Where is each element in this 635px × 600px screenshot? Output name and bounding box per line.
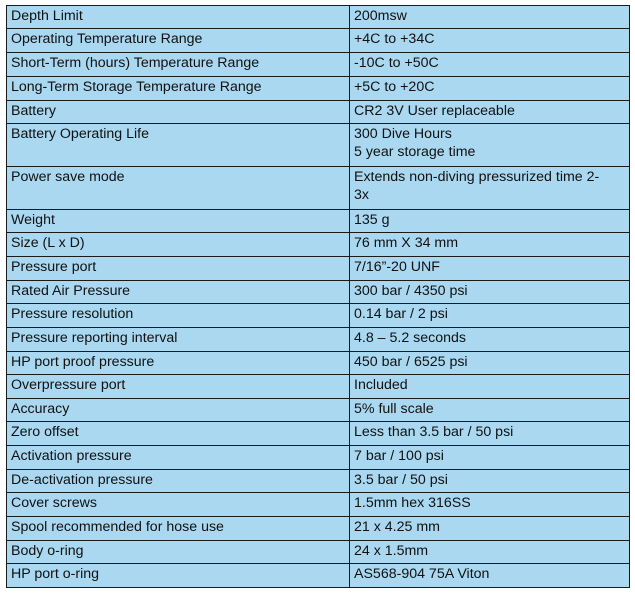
spec-row bbox=[7, 29, 630, 53]
spec-row bbox=[7, 564, 630, 588]
spec-value: Less than 3.5 bar / 50 psi bbox=[354, 424, 514, 440]
spec-value: 7 bar / 100 psi bbox=[354, 448, 444, 464]
spec-row bbox=[7, 493, 630, 517]
spec-value: 300 bar / 4350 psi bbox=[354, 283, 468, 299]
spec-value: 24 x 1.5mm bbox=[354, 543, 429, 559]
spec-value: 300 Dive Hours bbox=[354, 126, 452, 142]
spec-value: 5% full scale bbox=[354, 401, 434, 417]
spec-value-cell bbox=[350, 29, 630, 53]
spec-value-cell bbox=[350, 422, 630, 446]
spec-label: Short-Term (hours) Temperature Range bbox=[7, 53, 350, 77]
spec-value: -10C to +50C bbox=[354, 55, 439, 71]
spec-label: Accuracy bbox=[7, 399, 350, 422]
spec-label: Rated Air Pressure bbox=[7, 281, 350, 304]
spec-value: 3.5 bar / 50 psi bbox=[354, 472, 448, 488]
spec-value: 1.5mm hex 316SS bbox=[354, 495, 471, 511]
spec-value-cell bbox=[350, 77, 630, 101]
spec-row bbox=[7, 304, 630, 328]
spec-value: 135 g bbox=[354, 212, 390, 228]
spec-row bbox=[7, 124, 630, 167]
spec-row bbox=[7, 517, 630, 541]
spec-label: Cover screws bbox=[7, 493, 350, 517]
spec-label: Battery Operating Life bbox=[7, 124, 350, 167]
spec-label: De-activation pressure bbox=[7, 470, 350, 493]
spec-row bbox=[7, 281, 630, 304]
spec-row bbox=[7, 101, 630, 124]
spec-value: 4.8 – 5.2 seconds bbox=[354, 330, 467, 346]
spec-label: Weight bbox=[7, 210, 350, 233]
spec-value: 200msw bbox=[354, 8, 407, 24]
spec-table-container bbox=[6, 5, 629, 588]
spec-value-cell bbox=[350, 541, 630, 564]
spec-table-body bbox=[7, 6, 630, 588]
spec-value: 76 mm X 34 mm bbox=[354, 235, 459, 251]
spec-table bbox=[6, 5, 630, 588]
spec-label: Long-Term Storage Temperature Range bbox=[7, 77, 350, 101]
spec-label: Pressure resolution bbox=[7, 304, 350, 328]
spec-value: 7/16”-20 UNF bbox=[354, 259, 440, 275]
spec-label: Operating Temperature Range bbox=[7, 29, 350, 53]
spec-label: Zero offset bbox=[7, 422, 350, 446]
spec-row bbox=[7, 399, 630, 422]
spec-value-cell bbox=[350, 375, 630, 399]
spec-row bbox=[7, 352, 630, 375]
spec-row bbox=[7, 470, 630, 493]
spec-row bbox=[7, 210, 630, 233]
spec-label: Power save mode bbox=[7, 167, 350, 210]
spec-row bbox=[7, 257, 630, 281]
spec-value-cell bbox=[350, 352, 630, 375]
spec-value-cell bbox=[350, 517, 630, 541]
spec-label: Depth Limit bbox=[7, 6, 350, 29]
spec-label: HP port proof pressure bbox=[7, 352, 350, 375]
spec-value-cell bbox=[350, 470, 630, 493]
spec-value: 0.14 bar / 2 psi bbox=[354, 306, 448, 322]
spec-value-cell bbox=[350, 328, 630, 352]
spec-value-cell bbox=[350, 493, 630, 517]
spec-value-cell bbox=[350, 564, 630, 588]
spec-value: +4C to +34C bbox=[354, 31, 435, 47]
spec-value-cell bbox=[350, 167, 630, 210]
spec-value-cell bbox=[350, 53, 630, 77]
spec-label: Battery bbox=[7, 101, 350, 124]
spec-label: Activation pressure bbox=[7, 446, 350, 470]
spec-row bbox=[7, 328, 630, 352]
spec-label: Body o-ring bbox=[7, 541, 350, 564]
spec-label: HP port o-ring bbox=[7, 564, 350, 588]
spec-row bbox=[7, 77, 630, 101]
spec-value: AS568-904 75A Viton bbox=[354, 566, 490, 582]
spec-value: Extends non-diving pressurized time 2- bbox=[354, 169, 600, 185]
spec-value: CR2 3V User replaceable bbox=[354, 103, 515, 119]
spec-value-cell bbox=[350, 233, 630, 257]
spec-label: Spool recommended for hose use bbox=[7, 517, 350, 541]
spec-value-cell bbox=[350, 399, 630, 422]
spec-value: +5C to +20C bbox=[354, 79, 435, 95]
spec-value-cell bbox=[350, 210, 630, 233]
spec-row bbox=[7, 541, 630, 564]
spec-value-cell bbox=[350, 446, 630, 470]
spec-value-cell bbox=[350, 6, 630, 29]
spec-row bbox=[7, 422, 630, 446]
spec-row bbox=[7, 446, 630, 470]
spec-value-cell bbox=[350, 304, 630, 328]
spec-value-cell bbox=[350, 257, 630, 281]
spec-row bbox=[7, 53, 630, 77]
spec-value-cell bbox=[350, 101, 630, 124]
spec-value: 450 bar / 6525 psi bbox=[354, 354, 468, 370]
spec-row bbox=[7, 167, 630, 210]
spec-label: Pressure reporting interval bbox=[7, 328, 350, 352]
spec-value: 3x bbox=[354, 187, 369, 203]
spec-value: Included bbox=[354, 377, 408, 393]
spec-label: Overpressure port bbox=[7, 375, 350, 399]
spec-value: 21 x 4.25 mm bbox=[354, 519, 440, 535]
spec-value: 5 year storage time bbox=[354, 144, 476, 160]
spec-row bbox=[7, 233, 630, 257]
spec-label: Pressure port bbox=[7, 257, 350, 281]
spec-row bbox=[7, 6, 630, 29]
spec-row bbox=[7, 375, 630, 399]
spec-value-cell bbox=[350, 281, 630, 304]
spec-value-cell bbox=[350, 124, 630, 167]
spec-label: Size (L x D) bbox=[7, 233, 350, 257]
